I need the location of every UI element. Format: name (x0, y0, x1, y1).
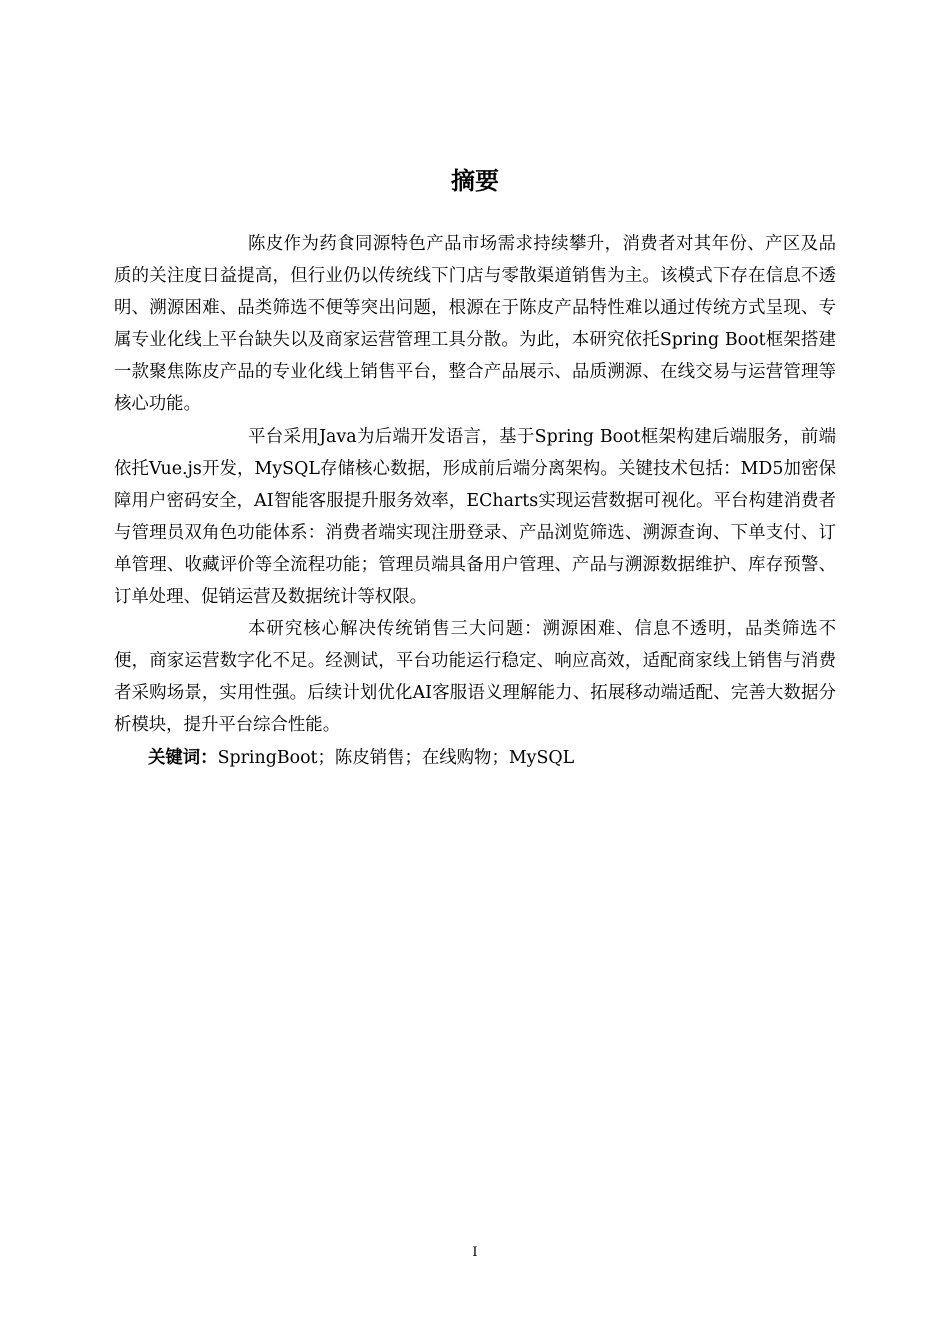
abstract-paragraph-3: 本研究核心解决传统销售三大问题：溯源困难、信息不透明，品类筛选不便，商家运营数字化不足。经测试，平台功能运行稳定、响应高效，适配商家线上销售与消费者采购场景，实用性强。后续计划优化AI客服语义理解能力、拓展移动端适配、完善大数据分析模块，提升平台综合性能。 (114, 619, 836, 736)
keywords-label: 关键词： (148, 747, 218, 768)
abstract-body (114, 228, 836, 774)
keywords-line (114, 742, 836, 774)
abstract-paragraph-1: 陈皮作为药食同源特色产品市场需求持续攀升，消费者对其年份、产区及品质的关注度日益提高，但行业仍以传统线下门店与零散渠道销售为主。该模式下存在信息不透明、溯源困难、品类筛选不便等突出问题，根源在于陈皮产品特性难以通过传统方式呈现、专属专业化线上平台缺失以及商家运营管理工具分散。为此，本研究依托Spring Boot框架搭建一款聚焦陈皮产品的专业化线上销售平台，整合产品展示、品质溯源、在线交易与运营管理等核心功能。 (114, 234, 836, 415)
abstract-paragraph-2: 平台采用Java为后端开发语言，基于Spring Boot框架构建后端服务，前端依托Vue.js开发，MySQL存储核心数据，形成前后端分离架构。关键技术包括：MD5加密保障用户密码安全，AI智能客服提升服务效率，ECharts实现运营数据可视化。平台构建消费者与管理员双角色功能体系：消费者端实现注册登录、产品浏览筛选、溯源查询、下单支付、订单管理、收藏评价等全流程功能；管理员端具备用户管理、产品与溯源数据维护、库存预警、订单处理、促销运营及数据统计等权限。 (114, 426, 836, 608)
abstract-title: 摘要 (451, 167, 499, 195)
keywords-value: SpringBoot；陈皮销售；在线购物；MySQL (217, 747, 575, 768)
page-number: I (472, 1245, 478, 1260)
